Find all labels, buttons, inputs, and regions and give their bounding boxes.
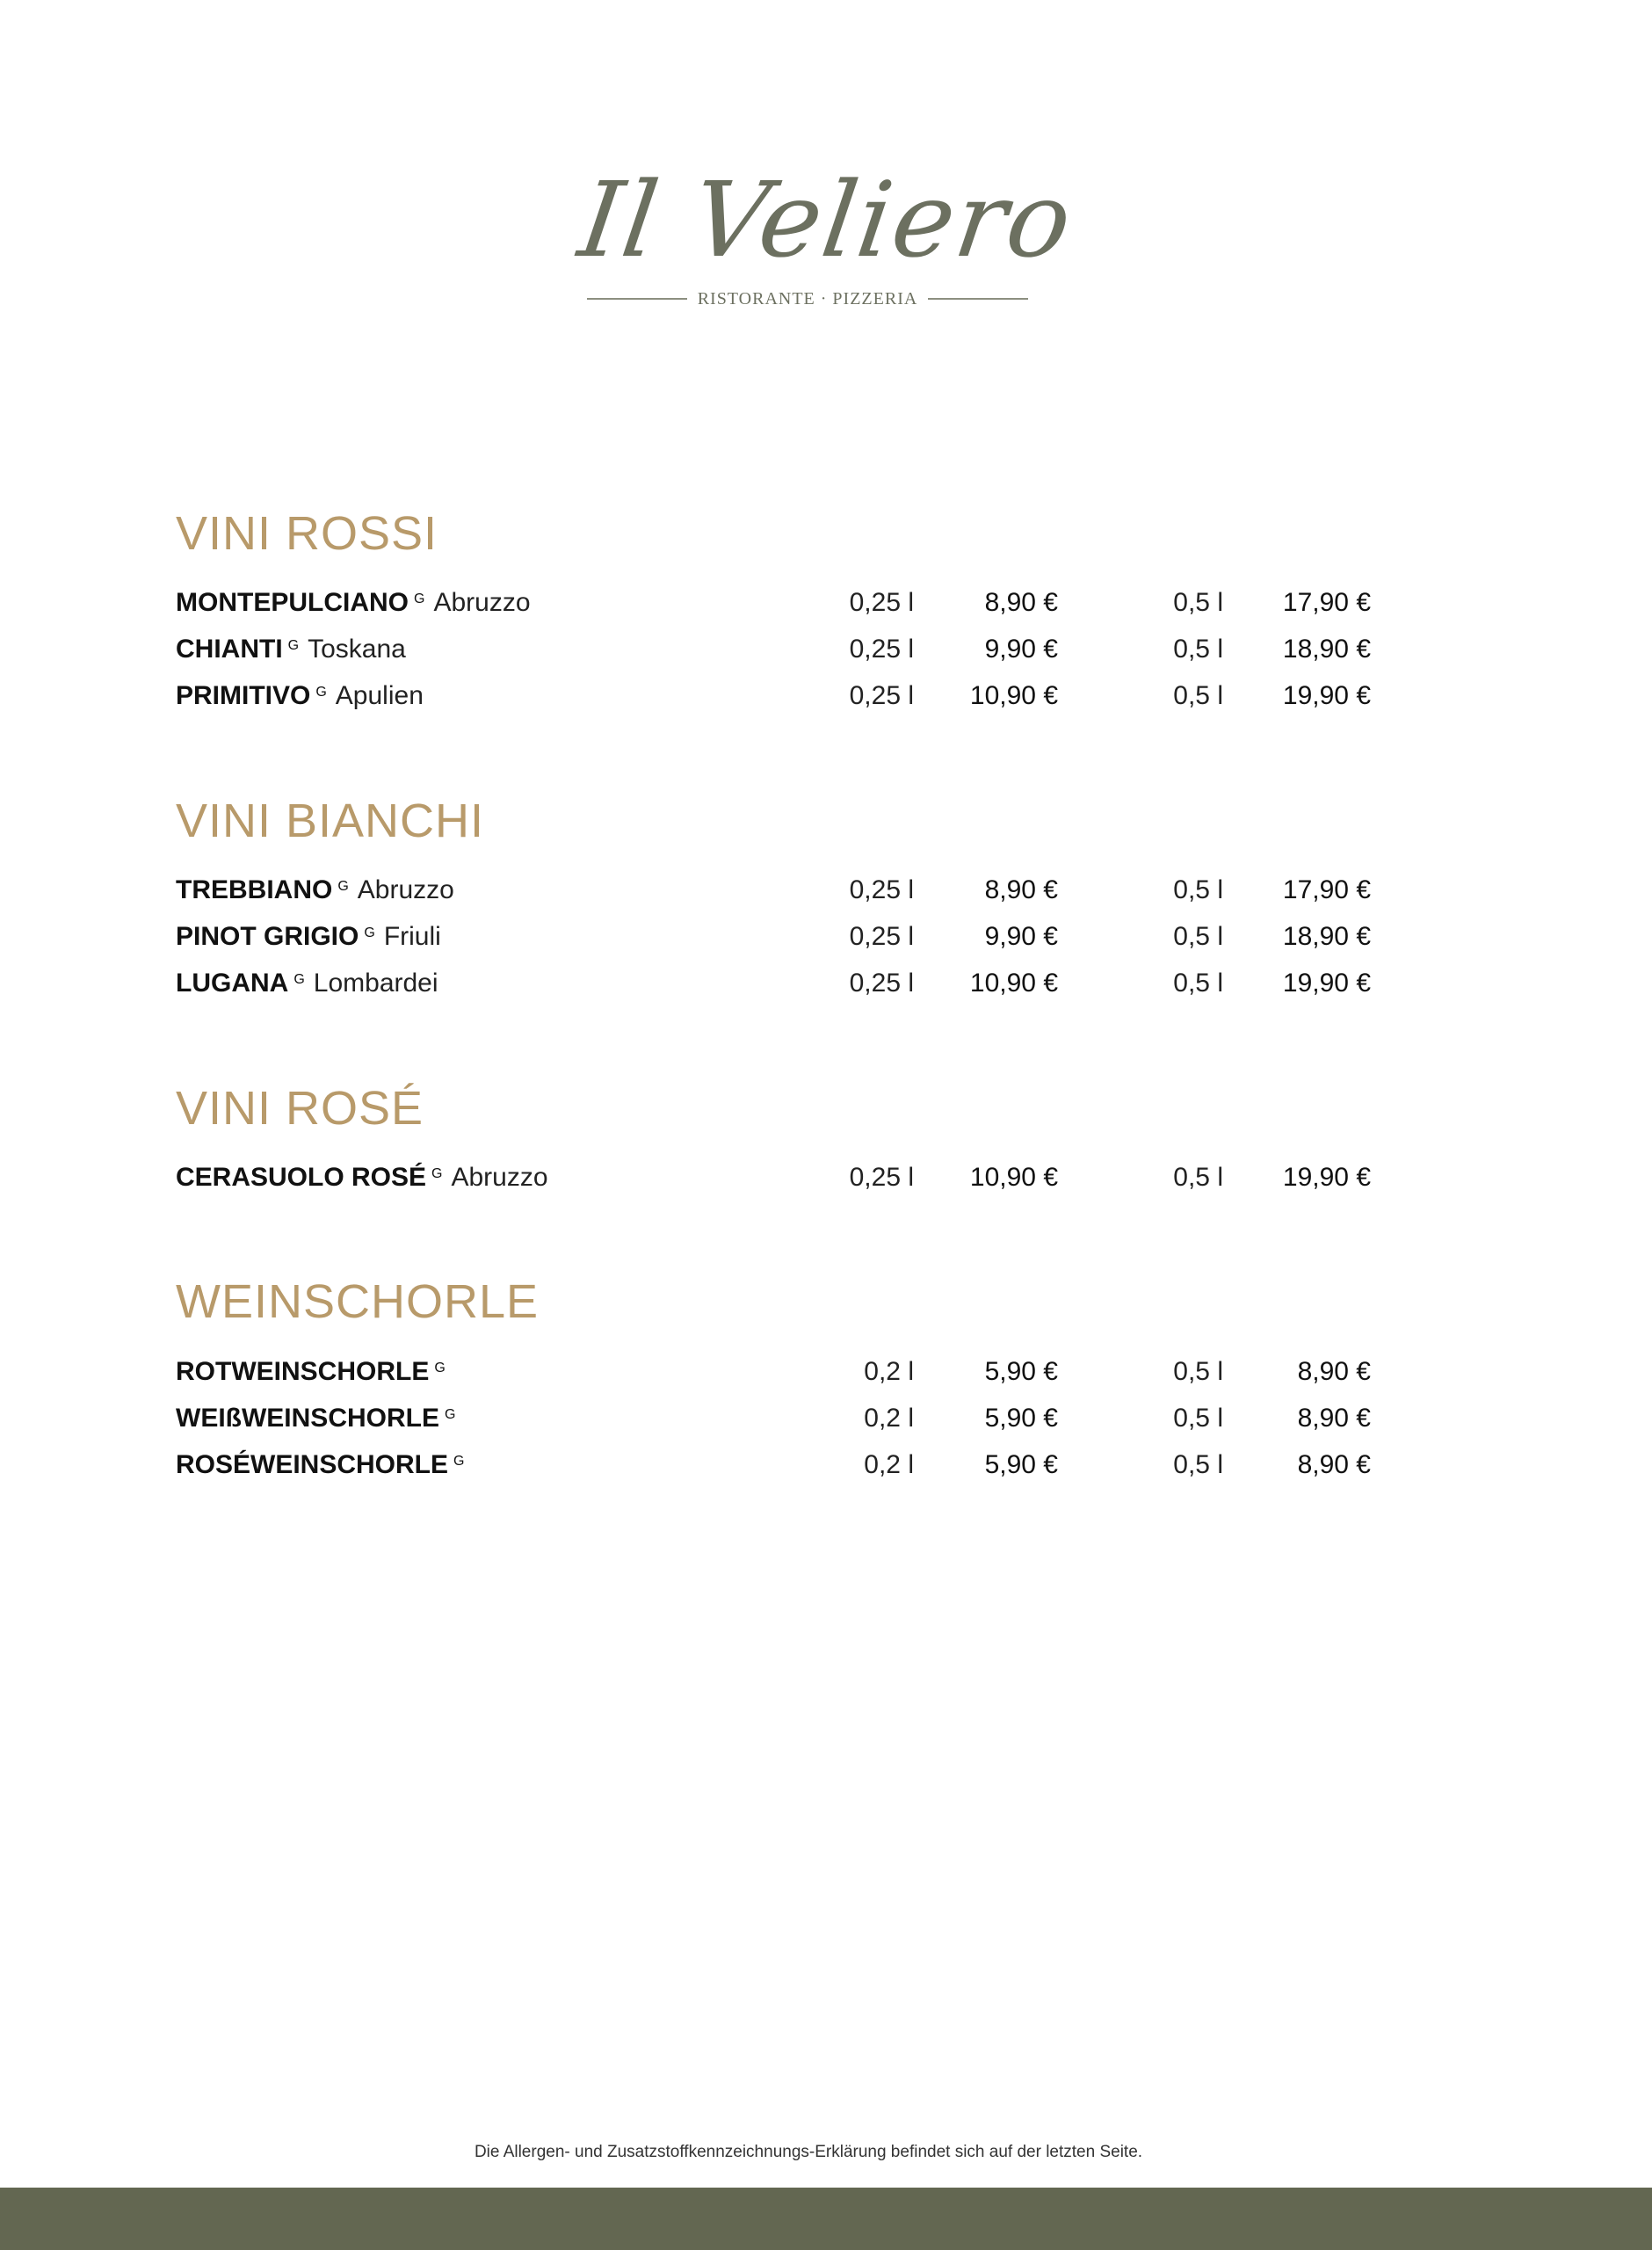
allergen-mark: G <box>293 972 305 987</box>
item-price-large: 19,90 € <box>1282 969 1371 998</box>
item-volume-small: 0,25 l <box>849 969 914 998</box>
item-name-block <box>176 919 441 954</box>
item-volume-large: 0,5 l <box>1173 1357 1223 1386</box>
section-title-weinschorle: WEINSCHORLE <box>176 1275 540 1328</box>
item-price-large: 8,90 € <box>1297 1450 1371 1479</box>
item-volume-large: 0,5 l <box>1173 681 1223 710</box>
item-price-small: 5,90 € <box>984 1404 1058 1433</box>
item-price-large: 17,90 € <box>1282 588 1371 617</box>
item-volume-small: 0,25 l <box>849 681 914 710</box>
item-name: CHIANTI <box>176 635 283 664</box>
item-volume-large: 0,5 l <box>1173 969 1223 998</box>
item-name-block <box>176 679 424 714</box>
allergen-footnote: Die Allergen- und Zusatzstoffkennzeichnungs-Erklärung befindet sich auf der letzten Seite. <box>474 2143 1143 2161</box>
item-price-large: 8,90 € <box>1297 1357 1371 1386</box>
item-price-small: 10,90 € <box>969 681 1058 710</box>
allergen-mark: G <box>364 925 375 940</box>
item-name-block <box>176 1354 454 1390</box>
item-name: CERASUOLO ROSÉ <box>176 1163 427 1192</box>
menu-item <box>0 632 1652 667</box>
item-name: ROSÉWEINSCHORLE <box>176 1450 449 1479</box>
item-name: MONTEPULCIANO <box>176 588 409 617</box>
allergen-mark: G <box>453 1454 465 1469</box>
item-name: LUGANA <box>176 969 289 998</box>
item-volume-small: 0,25 l <box>849 1163 914 1192</box>
menu-item <box>0 679 1652 714</box>
item-name-block <box>176 1401 464 1436</box>
item-name: ROTWEINSCHORLE <box>176 1357 430 1386</box>
allergen-mark: G <box>287 638 300 653</box>
logo-subtitle-line <box>587 286 1028 312</box>
item-volume-large: 0,5 l <box>1173 922 1223 951</box>
item-name-block <box>176 585 531 621</box>
restaurant-logo <box>0 158 1652 308</box>
item-price-small: 5,90 € <box>984 1450 1058 1479</box>
item-volume-small: 0,25 l <box>849 635 914 664</box>
item-price-small: 8,90 € <box>984 588 1058 617</box>
item-price-small: 8,90 € <box>984 875 1058 904</box>
item-name: TREBBIANO <box>176 875 333 904</box>
item-price-large: 17,90 € <box>1282 875 1371 904</box>
item-price-small: 5,90 € <box>984 1357 1058 1386</box>
item-origin: Toskana <box>308 635 406 664</box>
item-origin: Abruzzo <box>357 875 454 904</box>
section-title-vini-bianchi: VINI BIANCHI <box>176 795 485 847</box>
allergen-mark: G <box>434 1361 446 1375</box>
item-name-block <box>176 1448 473 1483</box>
section-title-vini-rossi: VINI ROSSI <box>176 507 438 560</box>
menu-item <box>0 1401 1652 1436</box>
item-volume-small: 0,25 l <box>849 588 914 617</box>
item-price-small: 10,90 € <box>969 969 1058 998</box>
item-origin: Lombardei <box>313 969 438 998</box>
item-price-large: 18,90 € <box>1282 635 1371 664</box>
item-origin: Apulien <box>335 681 424 710</box>
allergen-mark: G <box>315 685 327 700</box>
logo-rule-right <box>928 298 1028 300</box>
item-name: PRIMITIVO <box>176 681 311 710</box>
item-origin: Friuli <box>383 922 441 951</box>
item-price-small: 9,90 € <box>984 922 1058 951</box>
menu-item <box>0 919 1652 954</box>
menu-item <box>0 1354 1652 1390</box>
menu-item <box>0 966 1652 1001</box>
footer-bar <box>0 2188 1652 2250</box>
item-volume-small: 0,25 l <box>849 922 914 951</box>
item-name-block <box>176 1160 548 1195</box>
item-name: PINOT GRIGIO <box>176 922 359 951</box>
item-volume-large: 0,5 l <box>1173 1163 1223 1192</box>
item-name-block <box>176 966 438 1001</box>
item-volume-large: 0,5 l <box>1173 1450 1223 1479</box>
menu-item <box>0 1160 1652 1195</box>
item-price-small: 10,90 € <box>969 1163 1058 1192</box>
item-price-small: 9,90 € <box>984 635 1058 664</box>
item-volume-large: 0,5 l <box>1173 588 1223 617</box>
logo-rule-left <box>587 298 687 300</box>
item-volume-large: 0,5 l <box>1173 1404 1223 1433</box>
item-volume-small: 0,25 l <box>849 875 914 904</box>
item-name-block <box>176 873 454 908</box>
section-title-vini-rose: VINI ROSÉ <box>176 1082 424 1135</box>
item-volume-small: 0,2 l <box>864 1357 914 1386</box>
allergen-mark: G <box>414 592 425 606</box>
item-volume-large: 0,5 l <box>1173 635 1223 664</box>
item-price-large: 8,90 € <box>1297 1404 1371 1433</box>
menu-item <box>0 873 1652 908</box>
item-name-block <box>176 632 406 667</box>
item-volume-small: 0,2 l <box>864 1450 914 1479</box>
item-volume-large: 0,5 l <box>1173 875 1223 904</box>
menu-item <box>0 585 1652 621</box>
menu-item <box>0 1448 1652 1483</box>
item-volume-small: 0,2 l <box>864 1404 914 1433</box>
logo-subtitle: RISTORANTE · PIZZERIA <box>697 288 918 308</box>
item-price-large: 18,90 € <box>1282 922 1371 951</box>
item-origin: Abruzzo <box>451 1163 548 1192</box>
allergen-mark: G <box>431 1166 443 1181</box>
item-origin: Abruzzo <box>433 588 531 617</box>
allergen-mark: G <box>445 1407 456 1422</box>
allergen-mark: G <box>337 879 349 894</box>
item-name: WEIßWEINSCHORLE <box>176 1404 439 1433</box>
item-price-large: 19,90 € <box>1282 1163 1371 1192</box>
logo-script-text: Il Veliero <box>571 159 1081 280</box>
item-price-large: 19,90 € <box>1282 681 1371 710</box>
